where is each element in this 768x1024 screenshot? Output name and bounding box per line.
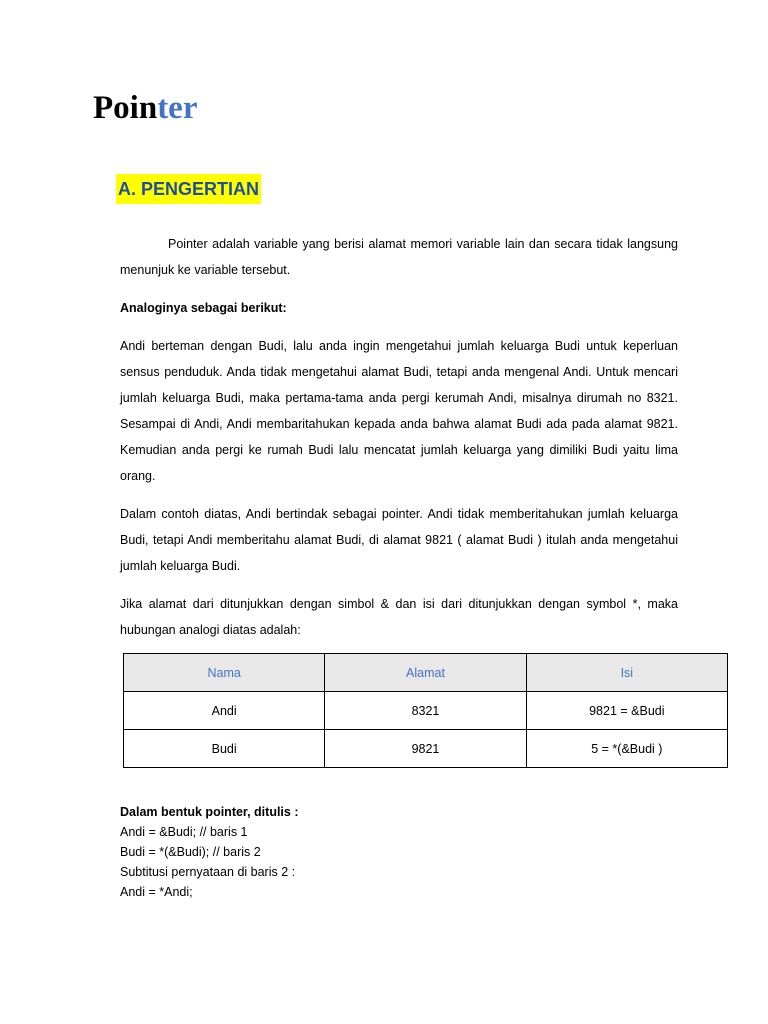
code-heading: Dalam bentuk pointer, ditulis :	[120, 805, 299, 819]
code-line: Andi = *Andi;	[120, 885, 193, 899]
page-title-part-1: Poin	[93, 90, 158, 126]
paragraph-analogy: Andi berteman dengan Budi, lalu anda ingin mengetahui jumlah keluarga Budi untuk keperluan sensus penduduk. Anda tidak mengetahui alamat Budi, tetapi anda mengenal Andi. Untuk mencari jumlah keluarga Budi, maka pertama-tama anda pergi kerumah Andi, misalnya dirumah no 8321. Sesampai di Andi, Andi membaritahukan kepada anda bahwa alamat Budi ada pada alamat 9821. Kemudian anda pergi ke rumah Budi lalu mencatat jumlah keluarga yang dimiliki Budi yaitu lima orang.	[120, 339, 678, 483]
table-row	[124, 692, 728, 730]
paragraph-symbols: Jika alamat dari ditunjukkan dengan simbol & dan isi dari ditunjukkan dengan symbol *, maka hubungan analogi diatas adalah:	[120, 597, 678, 637]
section-heading: A. PENGERTIAN	[116, 174, 261, 204]
table-cell: 9821 = &Budi	[526, 692, 727, 730]
table-cell: 8321	[325, 692, 526, 730]
table-header-row	[124, 654, 728, 692]
paragraph-analogy-heading: Analoginya sebagai berikut:	[120, 301, 287, 315]
table-header-isi: Isi	[526, 654, 727, 692]
page-title-part-2: ter	[157, 90, 198, 126]
code-line: Andi = &Budi; // baris 1	[120, 825, 248, 839]
code-line: Budi = *(&Budi); // baris 2	[120, 845, 261, 859]
pointer-table	[123, 653, 728, 768]
paragraph-definition: Pointer adalah variable yang berisi alamat memori variable lain dan secara tidak langsung menunjuk ke variable tersebut.	[120, 237, 678, 277]
table-header-alamat: Alamat	[325, 654, 526, 692]
body-text	[120, 231, 678, 655]
table-header-nama: Nama	[124, 654, 325, 692]
table-cell: 9821	[325, 730, 526, 768]
table-cell: Budi	[124, 730, 325, 768]
table-cell: 5 = *(&Budi )	[526, 730, 727, 768]
page-title	[93, 84, 197, 132]
table-cell: Andi	[124, 692, 325, 730]
table-row	[124, 730, 728, 768]
paragraph-explanation: Dalam contoh diatas, Andi bertindak sebagai pointer. Andi tidak memberitahukan jumlah keluarga Budi, tetapi Andi memberitahu alamat Budi, di alamat 9821 ( alamat Budi ) itulah anda mengetahui jumlah keluarga Budi.	[120, 507, 678, 573]
code-line: Subtitusi pernyataan di baris 2 :	[120, 865, 296, 879]
pointer-code-block	[120, 802, 299, 902]
